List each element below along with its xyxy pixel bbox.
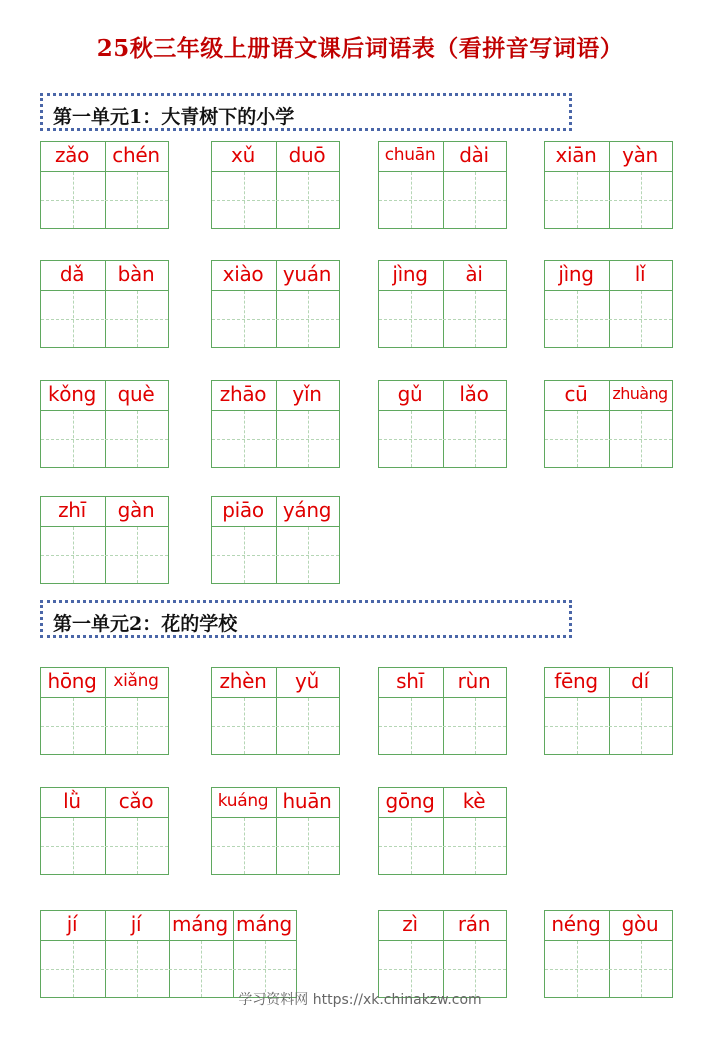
writing-cell[interactable] [105,172,168,228]
writing-grid [378,171,507,229]
pinyin-syllable: yǐn [292,382,322,406]
writing-grid [378,817,507,875]
writing-cell[interactable] [443,291,506,347]
writing-grid [211,410,340,468]
cell-guide-vertical [137,411,138,467]
writing-cell[interactable] [212,172,275,228]
word-box [544,667,673,755]
writing-grid [40,526,169,584]
writing-cell[interactable] [379,818,442,874]
pinyin-syllable: jí [130,912,142,936]
word-box [40,260,169,348]
writing-cell[interactable] [212,527,275,583]
writing-cell[interactable] [212,698,275,754]
pinyin-syllable: cǎo [118,789,154,813]
writing-cell[interactable] [379,172,442,228]
writing-cell[interactable] [609,698,672,754]
cell-guide-vertical [308,291,309,347]
cell-guide-vertical [411,818,412,874]
writing-grid [40,171,169,229]
pinyin-syllable: yuán [282,262,332,286]
writing-cell[interactable] [212,411,275,467]
writing-grid [378,697,507,755]
pinyin-syllable: yǔ [295,669,319,693]
cell-guide-vertical [308,527,309,583]
cell-guide-vertical [641,291,642,347]
writing-grid [40,290,169,348]
pinyin-syllable: cū [564,382,588,406]
word-box [211,496,340,584]
writing-cell[interactable] [609,291,672,347]
pinyin-syllable: chén [112,143,160,167]
pinyin-syllable: jìng [558,262,594,286]
cell-guide-vertical [244,411,245,467]
writing-grid [211,526,340,584]
cell-guide-vertical [475,172,476,228]
writing-grid [544,697,673,755]
writing-grid [40,697,169,755]
pinyin-syllable: jìng [392,262,428,286]
word-box [40,787,169,875]
writing-cell[interactable] [609,411,672,467]
pinyin-syllable: zǎo [54,143,90,167]
pinyin-syllable: zhāo [219,382,267,406]
cell-guide-vertical [244,818,245,874]
cell-guide-vertical [137,527,138,583]
word-box [378,141,507,229]
pinyin-syllable: piāo [222,498,264,522]
pinyin-syllable: kè [462,789,486,813]
pinyin-syllable: lǜ [63,789,81,813]
cell-guide-vertical [411,698,412,754]
cell-guide-vertical [137,698,138,754]
word-box [40,141,169,229]
pinyin-syllable: yàn [622,143,658,167]
cell-guide-vertical [73,172,74,228]
pinyin-syllable: zhuàng [612,384,668,403]
writing-cell[interactable] [41,291,104,347]
writing-cell[interactable] [545,698,608,754]
word-box [211,260,340,348]
writing-cell[interactable] [379,698,442,754]
word-box [378,380,507,468]
pinyin-syllable: yáng [282,498,332,522]
pinyin-syllable: xiān [555,143,597,167]
cell-guide-vertical [308,172,309,228]
writing-grid [378,410,507,468]
page-title: 25秋三年级上册语文课后词语表（看拼音写词语） [96,35,624,62]
writing-grid [211,817,340,875]
pinyin-syllable: gàn [117,498,155,522]
word-box [378,260,507,348]
cell-guide-vertical [137,172,138,228]
cell-guide-vertical [411,411,412,467]
pinyin-syllable: huān [282,789,332,813]
pinyin-syllable: néng [551,912,601,936]
cell-guide-vertical [308,818,309,874]
pinyin-syllable: chuān [384,145,436,165]
pinyin-syllable: xiào [222,262,264,286]
pinyin-syllable: kuáng [217,791,269,811]
pinyin-syllable: gòu [621,912,659,936]
pinyin-syllable: zhèn [219,669,267,693]
pinyin-syllable: shī [396,669,424,693]
cell-guide-vertical [73,411,74,467]
writing-cell[interactable] [41,698,104,754]
pinyin-syllable: rán [457,912,491,936]
pinyin-syllable: lǎo [459,382,489,406]
pinyin-syllable: bàn [117,262,155,286]
pinyin-syllable: xǔ [231,143,255,167]
word-box [211,141,340,229]
writing-cell[interactable] [545,411,608,467]
writing-grid [544,410,673,468]
writing-grid [40,817,169,875]
writing-cell[interactable] [105,291,168,347]
cell-guide-vertical [475,818,476,874]
word-box [544,260,673,348]
cell-guide-vertical [577,172,578,228]
cell-guide-vertical [308,698,309,754]
writing-grid [211,697,340,755]
pinyin-syllable: què [117,382,155,406]
writing-cell[interactable] [609,172,672,228]
writing-cell[interactable] [276,818,339,874]
cell-guide-vertical [641,698,642,754]
writing-cell[interactable] [105,818,168,874]
writing-cell[interactable] [379,411,442,467]
word-box [40,667,169,755]
pinyin-syllable: ài [465,262,483,286]
word-box [378,910,507,998]
writing-cell[interactable] [105,411,168,467]
word-box [378,667,507,755]
cell-guide-vertical [577,411,578,467]
word-box [544,380,673,468]
writing-grid [211,290,340,348]
cell-guide-vertical [73,527,74,583]
cell-guide-vertical [411,172,412,228]
writing-cell[interactable] [105,698,168,754]
pinyin-syllable: zhī [58,498,86,522]
cell-guide-vertical [137,291,138,347]
writing-cell[interactable] [276,527,339,583]
writing-cell[interactable] [212,818,275,874]
watermark-footer: 学习资料网 https://xk.chinakzw.com [238,992,482,1008]
writing-grid [378,290,507,348]
writing-cell[interactable] [379,291,442,347]
writing-grid [544,171,673,229]
cell-guide-vertical [73,291,74,347]
word-box [211,787,340,875]
cell-guide-vertical [137,818,138,874]
writing-cell[interactable] [41,411,104,467]
writing-cell[interactable] [41,172,104,228]
cell-guide-vertical [244,291,245,347]
cell-guide-vertical [475,291,476,347]
pinyin-syllable: rùn [457,669,491,693]
cell-guide-vertical [308,411,309,467]
pinyin-syllable: gǔ [397,382,423,406]
pinyin-syllable: kǒng [48,382,96,406]
writing-cell[interactable] [545,291,608,347]
pinyin-syllable: máng [172,912,228,936]
writing-cell[interactable] [212,291,275,347]
unit-2-label: 第一单元2：花的学校 [53,613,238,635]
word-box [544,141,673,229]
word-box [211,380,340,468]
cell-guide-vertical [244,698,245,754]
writing-cell[interactable] [41,818,104,874]
pinyin-syllable: máng [236,912,292,936]
writing-cell[interactable] [105,527,168,583]
writing-grid [211,171,340,229]
cell-guide-vertical [641,172,642,228]
writing-grid [544,290,673,348]
cell-guide-vertical [244,172,245,228]
pinyin-syllable: dí [631,669,649,693]
pinyin-syllable: dài [459,143,489,167]
pinyin-syllable: gōng [385,789,435,813]
writing-cell[interactable] [41,527,104,583]
cell-guide-vertical [475,698,476,754]
writing-cell[interactable] [276,172,339,228]
word-box [544,910,673,998]
unit-1-header [40,93,572,131]
pinyin-syllable: hōng [47,669,97,693]
writing-cell[interactable] [443,411,506,467]
cell-guide-vertical [244,527,245,583]
word-box [40,496,169,584]
pinyin-syllable: lǐ [634,262,646,286]
unit-1-label: 第一单元1：大青树下的小学 [53,106,295,128]
pinyin-syllable: fēng [554,669,598,693]
cell-guide-vertical [411,291,412,347]
writing-cell[interactable] [276,411,339,467]
unit-2-header [40,600,572,638]
pinyin-syllable: xiǎng [113,671,159,691]
pinyin-syllable: jí [66,912,78,936]
cell-guide-vertical [475,411,476,467]
cell-guide-vertical [73,698,74,754]
writing-cell[interactable] [276,291,339,347]
writing-grid [40,410,169,468]
writing-cell[interactable] [443,818,506,874]
word-box [40,910,297,998]
cell-guide-vertical [641,411,642,467]
writing-cell[interactable] [443,698,506,754]
cell-guide-vertical [73,818,74,874]
writing-cell[interactable] [545,172,608,228]
word-box [378,787,507,875]
word-box [40,380,169,468]
pinyin-syllable: dǎ [59,262,85,286]
pinyin-syllable: zì [402,912,418,936]
writing-cell[interactable] [276,698,339,754]
word-box [211,667,340,755]
pinyin-syllable: duō [288,143,326,167]
writing-cell[interactable] [443,172,506,228]
cell-guide-vertical [577,291,578,347]
cell-guide-vertical [577,698,578,754]
